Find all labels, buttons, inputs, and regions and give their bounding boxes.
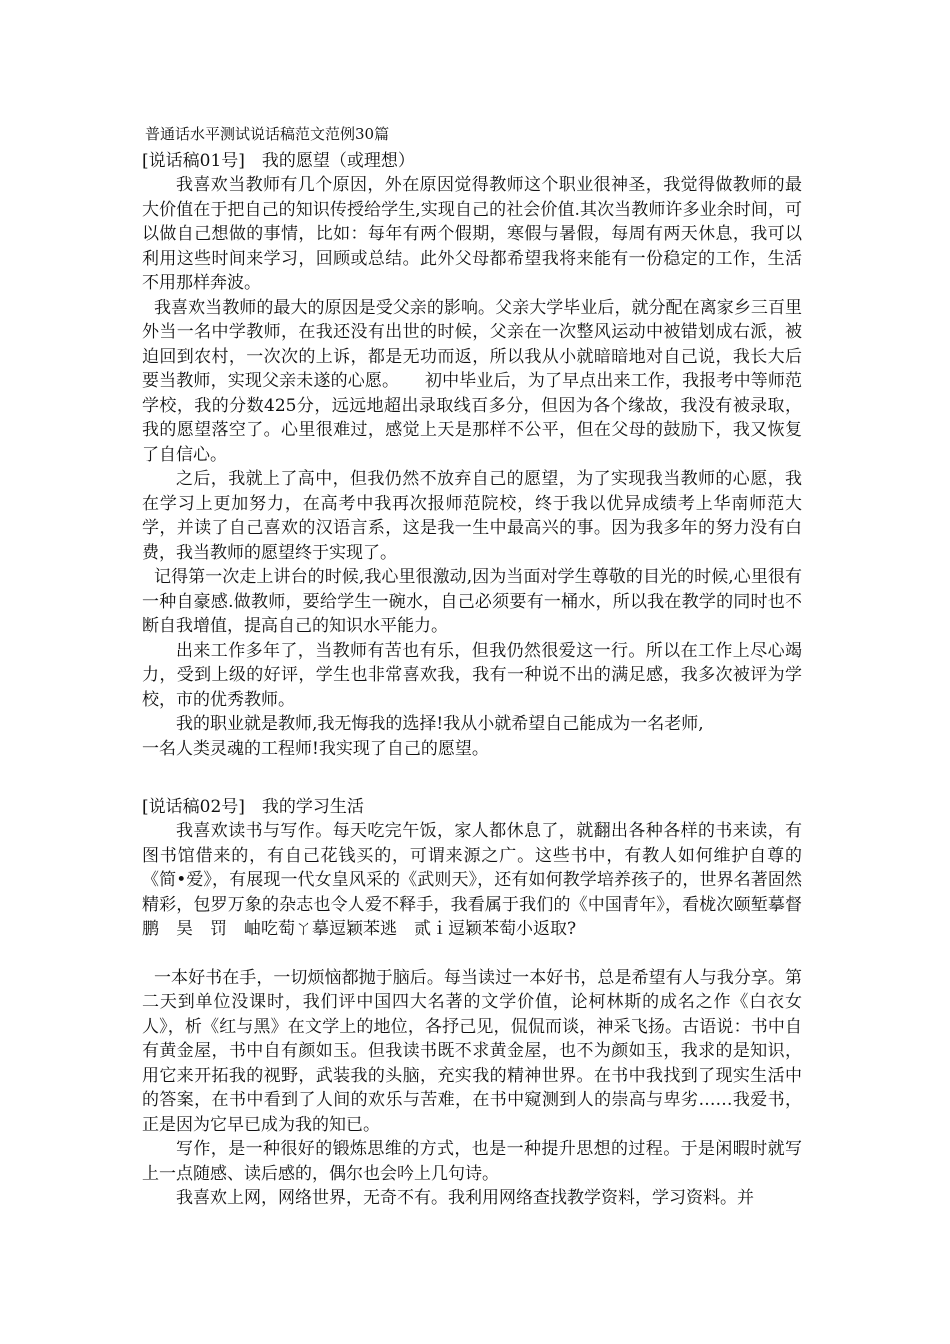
paragraph: 写作，是一种很好的锻炼思维的方式，也是一种提升思想的过程。于是闲暇时就写上一点随感、读后感的，偶尔也会吟上几句诗。 xyxy=(142,1139,802,1184)
article-heading: [说话稿02号] 我的学习生活 xyxy=(142,797,364,817)
paragraph: 记得第一次走上讲台的时候,我心里很激动,因为当面对学生尊敬的目光的时候,心里很有一种自豪感.做教师，要给学生一碗水，自己必须要有一桶水，所以我在教学的同时也不断自我增值，提高自己的知识水平能力。 xyxy=(142,567,802,636)
paragraph: 一名人类灵魂的工程师!我实现了自己的愿望。 xyxy=(142,738,489,759)
article-01 xyxy=(142,149,802,761)
article-heading: [说话稿01号] 我的愿望（或理想） xyxy=(142,151,415,171)
paragraph: 一本好书在手，一切烦恼都抛于脑后。每当读过一本好书，总是希望有人与我分享。第二天到单位没课时，我们评中国四大名著的文学价值，论柯林斯的成名之作《白衣女人》，析《红与黑》在文学上的地位，各抒己见，侃侃而谈，神采飞扬。古语说：书中自有黄金屋，书中自有颜如玉。但我读书既不求黄金屋，也不为颜如玉，我求的是知识，用它来开拓我的视野，武装我的头脑，充实我的精神世界。在书中我找到了现实生活中的答案，在书中看到了人间的欢乐与苦难，在书中窥测到人的崇高与卑劣……我爱书，正是因为它早已成为我的知已。 xyxy=(142,967,802,1135)
paragraph: 我喜欢读书与写作。每天吃完午饭，家人都休息了，就翻出各种各样的书来读，有图书馆借来的，有自己花钱买的，可谓来源之广。这些书中，有教人如何维护自尊的《简•爱》，有展现一代女皇风采的《武则天》，还有如何教学培养孩子的，世界名著固然精彩，包罗万象的杂志也令人爱不释手，我看属于我们的《中国青年》，看栊次颐堑摹督鹏 昊 罚 岫吃萄ㄚ摹逗颖苯逃 贰ｉ逗颖苯萄小返取? xyxy=(142,821,802,939)
document-title: 普通话水平测试说话稿范文范例30篇 xyxy=(145,125,390,143)
paragraph: 出来工作多年了，当教师有苦也有乐，但我仍然很爱这一行。所以在工作上尽心竭力，受到上级的好评，学生也非常喜欢我，我有一种说不出的满足感，我多次被评为学校，市的优秀教师。 xyxy=(142,640,802,710)
article-02 xyxy=(142,795,802,1211)
paragraph: 我喜欢当教师有几个原因，外在原因觉得教师这个职业很神圣，我觉得做教师的最大价值在于把自己的知识传授给学生,实现自己的社会价值.其次当教师许多业余时间，可以做自己想做的事情，比如：每年有两个假期，寒假与暑假，每周有两天休息，我可以利用这些时间来学习，回顾或总结。此外父母都希望我将来能有一份稳定的工作，生活不用那样奔波。 xyxy=(142,175,802,293)
paragraph: 我喜欢当教师的最大的原因是受父亲的影响。父亲大学毕业后，就分配在离家乡三百里外当一名中学教师，在我还没有出世的时候，父亲在一次整风运动中被错划成右派，被迫回到农村，一次次的上诉，都是无功而返，所以我从小就暗暗地对自己说，我长大后要当教师，实现父亲未遂的心愿。 初中毕业后，为了早点出来工作，我报考中等师范学校，我的分数425分，远远地超出录取线百多分，但因为各个缘故，我没有被录取，我的愿望落空了。心里很难过，感觉上天是那样不公平，但在父母的鼓励下，我又恢复了自信心。 xyxy=(142,297,802,465)
paragraph-spacer xyxy=(142,942,802,966)
paragraph: 我的职业就是教师,我无悔我的选择!我从小就希望自己能成为一名老师, xyxy=(176,714,704,734)
paragraph: 之后，我就上了高中，但我仍然不放弃自己的愿望，为了实现我当教师的心愿，我在学习上更加努力，在高考中我再次报师范院校，终于我以优异成绩考上华南师范大学，并读了自己喜欢的汉语言系，这是我一生中最高兴的事。因为我多年的努力没有白费，我当教师的愿望终于实现了。 xyxy=(142,469,802,563)
paragraph: 我喜欢上网，网络世界，无奇不有。我利用网络查找教学资料，学习资料。并 xyxy=(176,1188,754,1208)
